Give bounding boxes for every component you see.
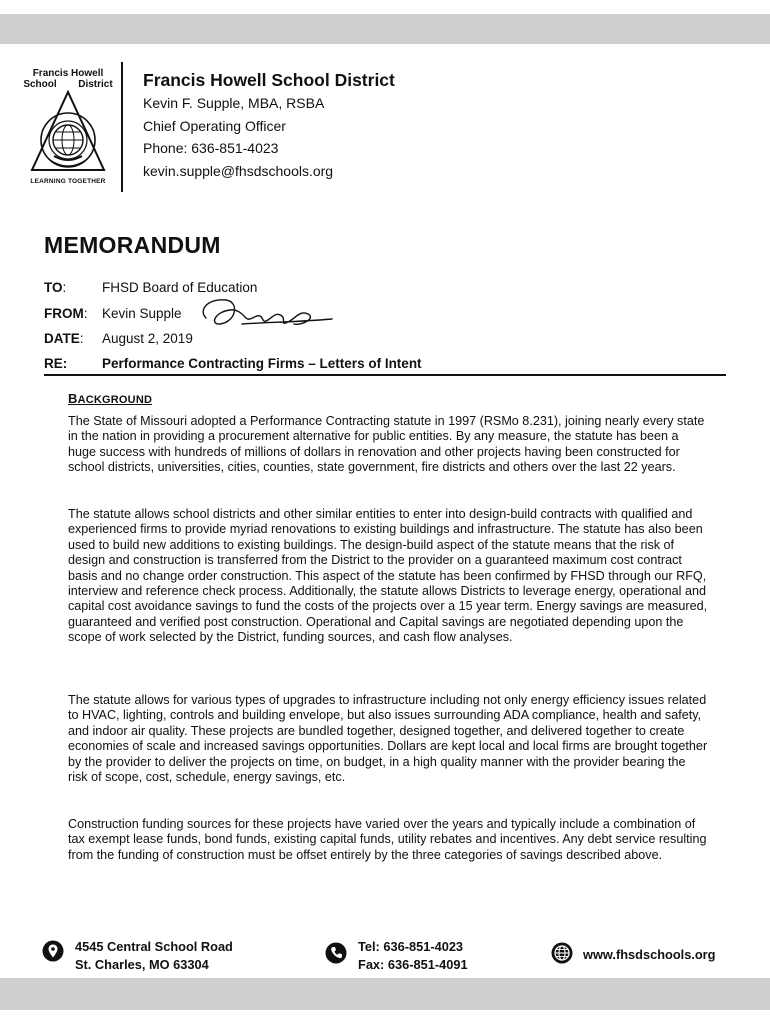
date-value: August 2, 2019 xyxy=(102,331,193,346)
district-name: Francis Howell School District xyxy=(143,70,395,90)
sender-role: Chief Operating Officer xyxy=(143,117,286,134)
letterhead-contact xyxy=(143,68,395,182)
logo-text-line2 xyxy=(20,79,116,90)
location-pin-icon xyxy=(42,940,64,962)
section-heading-background: BACKGROUND xyxy=(68,391,153,406)
sender-phone: Phone: 636-851-4023 xyxy=(143,140,279,156)
paragraph-1: The State of Missouri adopted a Performance Contracting statute in 1997 (RSMo 8.231), joining nearly every state in the nation in providing a procurement alternative for public entities. By any measure, the statute has been a huge success with hundreds of millions of dollars in renovation and other projects having been constructed for school districts, universities, cities, counties, state government, fire districts and others over the last 22 years. xyxy=(68,414,705,475)
memo-re-row xyxy=(44,356,422,371)
logo-tagline: LEARNING TOGETHER xyxy=(30,178,106,185)
address-line1: 4545 Central School Road xyxy=(75,939,233,954)
from-value: Kevin Supple xyxy=(102,306,182,321)
phone-icon xyxy=(325,942,347,964)
memo-from-row: FROM: Kevin Supple xyxy=(44,306,182,321)
footer-fax: Fax: 636-851-4091 xyxy=(358,957,468,972)
letterhead-divider xyxy=(121,62,123,192)
top-gray-band xyxy=(0,14,770,44)
paragraph-3: The statute allows for various types of upgrades to infrastructure including not only energy efficiency issues related to HVAC, lighting, controls and building envelope, but also issues surrounding ADA compliance, health and safety, and indoor air quality. These projects are bundled together, designed together, and delivered together to create economies of scale and increased savings opportunities. Dollars are kept local and local firms are brought together by the provider to deliver the projects on time, on budget, in a high quality manner with the provider bearing the risk of scope, cost, schedule, energy savings, etc. xyxy=(68,693,708,785)
signature xyxy=(190,292,340,332)
bottom-gray-band xyxy=(0,978,770,1010)
re-value: Performance Contracting Firms – Letters of Intent xyxy=(102,356,422,371)
footer-address xyxy=(75,938,233,974)
paragraph-4: Construction funding sources for these projects have varied over the years and typically include a combination of tax exempt lease funds, bond funds, existing capital funds, utility rebates and incentives. Any debt service resulting from the funding of construction must be offset entirely by the three categories of savings described above. xyxy=(68,817,707,862)
to-value: FHSD Board of Education xyxy=(102,280,258,295)
footer-tel: Tel: 636-851-4023 xyxy=(358,939,464,954)
memo-date-row: DATE: August 2, 2019 xyxy=(44,331,193,346)
from-label: FROM xyxy=(44,306,84,321)
logo-text-school: School xyxy=(23,79,57,90)
sender-email[interactable]: kevin.supple@fhsdschools.org xyxy=(143,162,334,179)
to-label: TO xyxy=(44,280,63,295)
re-label: RE: xyxy=(44,356,68,371)
sender-name: Kevin F. Supple, MBA, RSBA xyxy=(143,95,325,111)
address-line2: St. Charles, MO 63304 xyxy=(75,957,209,972)
district-logo xyxy=(20,66,116,190)
logo-emblem xyxy=(30,90,106,176)
date-label: DATE xyxy=(44,331,80,346)
memo-title: MEMORANDUM xyxy=(44,232,221,258)
logo-text-line1: Francis Howell xyxy=(32,68,104,79)
footer-website[interactable]: www.fhsdschools.org xyxy=(583,947,716,962)
globe-icon xyxy=(551,942,573,964)
logo-text-district: District xyxy=(78,79,113,90)
paragraph-2: The statute allows school districts and other similar entities to enter into design-build contracts with qualified and experienced firms to provide myriad renovations to existing buildings and infrastructure. The statute has also been used to build new additions to existing buildings. The design-build aspect of the statute means that the risk of design and construction is transferred from the District to the provider on a guaranteed maximum cost contract basis and no change order construction. This aspect of the statute has been confirmed by FHSD through our RFQ, interview and reference check process. Additionally, the statute allows Districts to leverage energy, operational and capital cost avoidance savings to fund the costs of the projects over a 15 year term. Energy savings are measured, guaranteed and verified post construction. Operational and Capital savings are negotiated depending upon the scope of work selected by the District, funding sources, and cash flow analyses. xyxy=(68,507,708,645)
footer-phone-fax xyxy=(358,938,468,974)
memo-header-rule xyxy=(44,374,726,376)
memo-to-row: TO: FHSD Board of Education xyxy=(44,280,258,295)
